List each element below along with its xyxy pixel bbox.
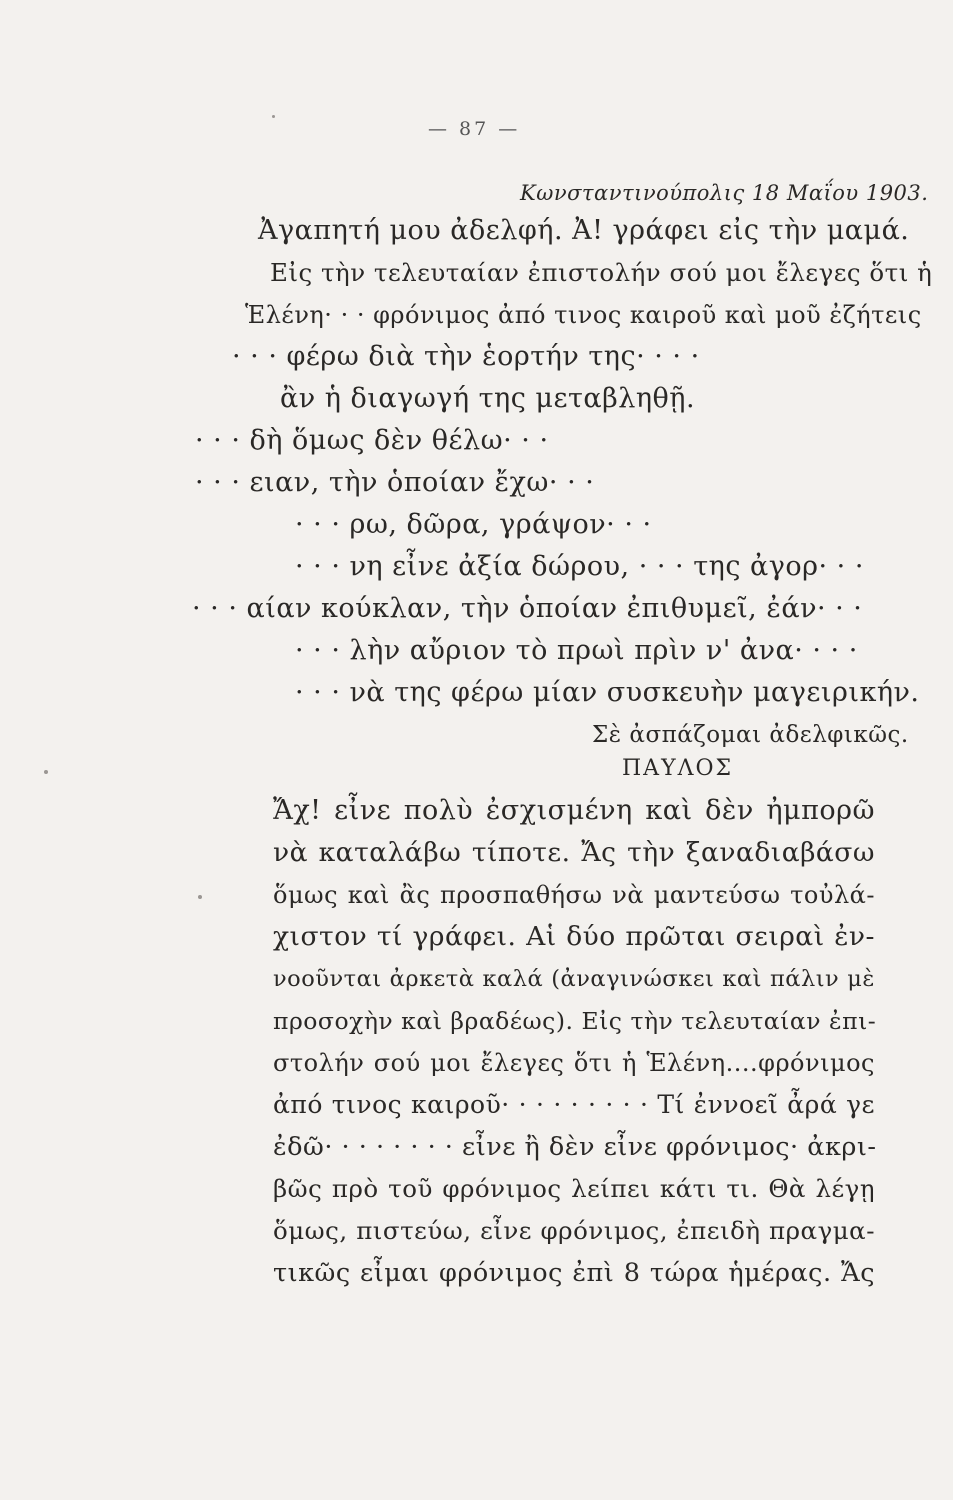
paper-speck (198, 895, 202, 899)
paper-speck (44, 770, 48, 774)
letter-line: · · · φέρω διὰ τὴν ἑορτήν της· · · · (232, 341, 700, 372)
commentary-line: προσοχὴν καὶ βραδέως). Εἰς τὴν τελευταίαν ἐπι- (273, 1007, 877, 1035)
letter-closing: Σὲ ἀσπάζομαι ἀδελφικῶς. (592, 722, 909, 748)
commentary-line: Ἄχ! εἶνε πολὺ ἐσχισμένη καὶ δὲν ἠμπορῶ (273, 795, 875, 826)
letter-signature: ΠΑΥΛΟΣ (622, 756, 734, 781)
commentary-line: βῶς πρὸ τοῦ φρόνιμος λείπει κάτι τι. Θὰ λέγῃ (273, 1174, 875, 1203)
letter-line: · · · λὴν αὔριον τὸ πρωὶ πρὶν ν' ἀνα· · · · (295, 635, 858, 666)
letter-line: ἂν ἡ διαγωγή της μεταβληθῇ. (280, 383, 696, 414)
commentary-line: ἐδῶ· · · · · · · · εἶνε ἢ δὲν εἶνε φρόνιμος· ἀκρι- (273, 1132, 877, 1162)
letter-line: Ἑλένη· · · φρόνιμος ἀπό τινος καιροῦ καὶ μοῦ ἐζήτεις (245, 301, 922, 329)
letter-line: · · · δὴ ὅμως δὲν θέλω· · · (195, 425, 549, 456)
dateline: Κωνσταντινούπολις 18 Μαΐου 1903. (520, 181, 929, 205)
commentary-line: νοοῦνται ἀρκετὰ καλά (ἀναγινώσκει καὶ πάλιν μὲ (273, 966, 875, 992)
letter-line: Εἰς τὴν τελευταίαν ἐπιστολήν σού μοι ἔλεγες ὅτι ἡ (270, 258, 933, 287)
letter-line: · · · ρω, δῶρα, γράψον· · · (295, 509, 652, 540)
letter-line: Ἀγαπητή μου ἀδελφή. Ἀ! γράφει εἰς τὴν μαμά. (258, 215, 910, 246)
letter-line: · · · νὰ της φέρω μίαν συσκευὴν μαγειρικήν. (295, 677, 920, 708)
commentary-line: χιστον τί γράφει. Αἱ δύο πρῶται σειραὶ ἐν- (273, 921, 875, 952)
page-number: — 87 — (428, 118, 521, 140)
letter-line: · · · νη εἶνε ἀξία δώρου, · · · της ἀγορ· · · (295, 551, 864, 582)
paper-speck (272, 115, 275, 118)
letter-line: · · · ειαν, τὴν ὁποίαν ἔχω· · · (195, 467, 595, 498)
commentary-line: ὅμως, πιστεύω, εἶνε φρόνιμος, ἐπειδὴ πραγμα- (273, 1216, 875, 1245)
commentary-line: ὅμως καὶ ἂς προσπαθήσω νὰ μαντεύσω τοὐλά- (273, 881, 875, 909)
commentary-line: νὰ καταλάβω τίποτε. Ἄς τὴν ξαναδιαβάσω (273, 837, 875, 868)
commentary-line: τικῶς εἶμαι φρόνιμος ἐπὶ 8 τώρα ἡμέρας. Ἄς (273, 1258, 875, 1288)
letter-line: · · · αίαν κούκλαν, τὴν ὁποίαν ἐπιθυμεῖ, ἐάν· · · (192, 593, 863, 624)
commentary-line: στολήν σού μοι ἔλεγες ὅτι ἡ Ἑλένη....φρόνιμος (273, 1049, 875, 1077)
commentary-line: ἀπό τινος καιροῦ· · · · · · · · · Τί ἐννοεῖ ἆρά γε (273, 1090, 875, 1119)
